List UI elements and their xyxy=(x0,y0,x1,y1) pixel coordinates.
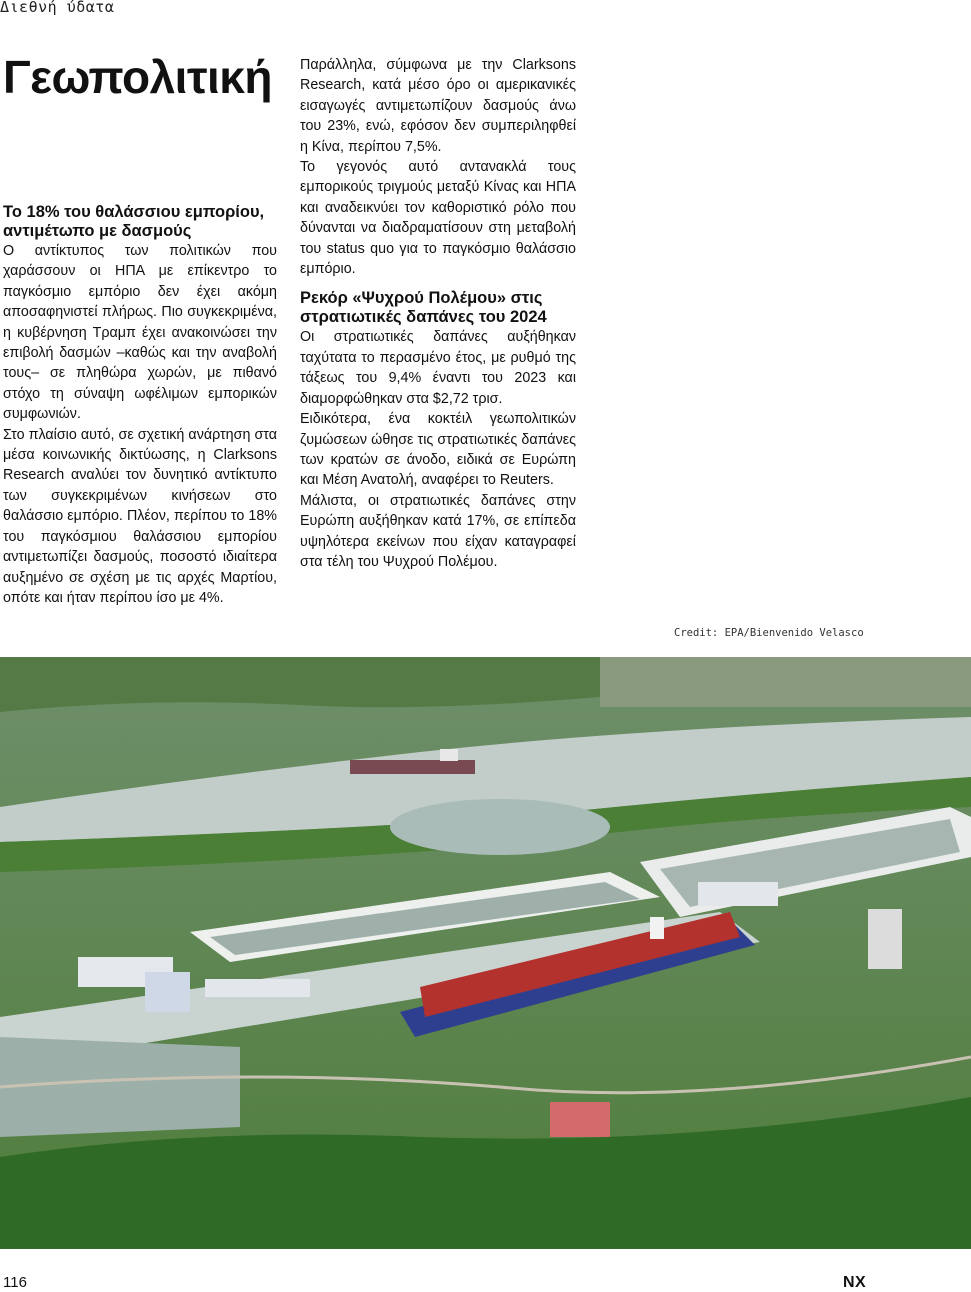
lower-water xyxy=(0,1037,240,1137)
left-column-paragraph: Στο πλαίσιο αυτό, σε σχετική ανάρτηση στα μέσα κοινωνικής δικτύωσης, η Clarksons Research αναλύει τον δυνητικό αντίκτυπο των συγκεκριμένων κινήσεων στο θαλάσσιο εμπόριο. Πλέον, περίπου το 18% του παγκόσμιου θαλάσσιου εμπορίου αντιμετωπίζει δασμούς, ποσοστό ιδιαίτερα αυξημένο σε σχέση με τις αρχές Μαρτίου, οπότε και ήταν περίπου ίσο με 4%. xyxy=(3,426,277,606)
photo-credit: Credit: EPA/Bienvenido Velasco xyxy=(674,627,864,639)
lock-building xyxy=(698,882,778,906)
left-column xyxy=(3,203,277,608)
right-column xyxy=(300,55,576,572)
right-column-paragraph: Ειδικότερα, ένα κοκτέιλ γεωπολιτικών ζυμώσεων ώθησε τις στρατιωτικές δαπάνες των κρατών σε άνοδο, ειδικά σε Ευρώπη και Μέση Ανατολή, αναφέρει το Reuters. xyxy=(300,411,576,489)
tanker-bridge xyxy=(440,749,458,761)
lock-building xyxy=(145,972,190,1012)
right-column-heading: Ρεκόρ «Ψυχρού Πολέμου» στις στρατιωτικές δαπάνες του 2024 xyxy=(300,289,547,327)
control-tower xyxy=(868,909,902,969)
lagoon xyxy=(390,799,610,855)
town-area xyxy=(600,657,971,707)
right-column-paragraph: Μάλιστα, οι στρατιωτικές δαπάνες στην Ευρώπη αυξήθηκαν κατά 17%, σε επίπεδα υψηλότερα εκείνων που είχαν καταγραφεί στα τέλη του Ψυχρού Πολέμου. xyxy=(300,492,576,570)
container-ship-bridge xyxy=(650,917,664,939)
page-number: 116 xyxy=(3,1274,27,1291)
tanker-ship xyxy=(350,760,475,774)
canal-aerial-photo xyxy=(0,657,971,1249)
brand-logo: NX xyxy=(843,1274,867,1291)
left-column-heading: Το 18% του θαλάσσιου εμπορίου, αντιμέτωπο με δασμούς xyxy=(3,203,265,240)
lock-building xyxy=(205,979,310,997)
red-roof-building xyxy=(550,1102,610,1137)
right-column-paragraph: Παράλληλα, σύμφωνα με την Clarksons Research, κατά μέσο όρο οι αμερικανικές εισαγωγές αντιμετωπίζουν δασμούς άνω του 23%, ενώ, εφόσον δεν συμπεριληφθεί η Κίνα, περίπου 7,5%. xyxy=(300,57,576,155)
section-label: Διεθνή ύδατα xyxy=(0,0,115,16)
right-column-paragraph: Το γεγονός αυτό αντανακλά τους εμπορικούς τριγμούς μεταξύ Κίνας και ΗΠΑ και αναδεικνύει τον καθοριστικό ρόλο που δύνανται να διαδραματίσουν στη μεταβολή του status quo για το παγκόσμιο θαλάσσιο εμπόριο. xyxy=(300,159,576,278)
left-column-paragraph: Ο αντίκτυπος των πολιτικών που χαράσσουν οι ΗΠΑ με επίκεντρο το παγκόσμιο εμπόριο δεν έχει ακόμη αποσαφηνιστεί πλήρως. Πιο συγκεκριμένα, η κυβέρνηση Τραμπ έχει ανακοινώσει την επιβολή δασμών –καθώς και την αναβολή τους– σε πληθώρα χωρών, με πιθανό στόχο τη σύναψη ωφέλιμων εμπορικών συμφωνιών. xyxy=(3,243,277,423)
right-column-paragraph: Οι στρατιωτικές δαπάνες αυξήθηκαν ταχύτατα το περασμένο έτος, με ρυθμό της τάξεως του 9,4% έναντι του 2023 και διαμορφώθηκαν στα $2,72 τρισ. xyxy=(300,329,576,407)
page-title: Γεωπολιτική xyxy=(3,51,273,103)
